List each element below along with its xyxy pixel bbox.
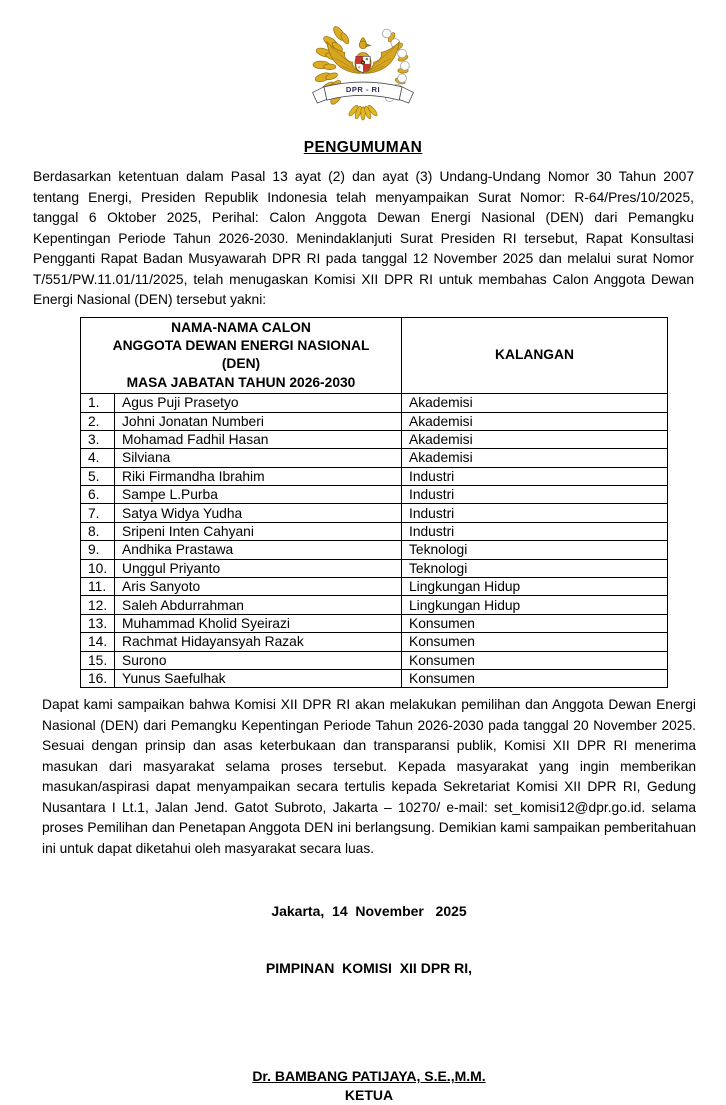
candidate-kalangan: Industri	[402, 522, 668, 540]
table-row	[81, 559, 668, 577]
candidate-kalangan: Konsumen	[402, 651, 668, 669]
candidate-name: Johni Jonatan Numberi	[115, 412, 402, 430]
pimpinan-line: PIMPINAN KOMISI XII DPR RI,	[265, 960, 473, 977]
table-row	[81, 412, 668, 430]
candidate-kalangan: Konsumen	[402, 633, 668, 651]
table-row	[81, 449, 668, 467]
row-number: 16.	[81, 669, 115, 687]
candidate-kalangan: Lingkungan Hidup	[402, 596, 668, 614]
signatory-name: Dr. BAMBANG PATIJAYA, S.E.,M.M.	[252, 1068, 486, 1085]
row-number: 10.	[81, 559, 115, 577]
table-row	[81, 651, 668, 669]
candidate-kalangan: Teknologi	[402, 559, 668, 577]
signature-block	[0, 1067, 726, 1105]
row-number: 3.	[81, 430, 115, 448]
row-number: 6.	[81, 486, 115, 504]
opening-paragraph: Berdasarkan ketentuan dalam Pasal 13 ayat (2) dan ayat (3) Undang-Undang Nomor 30 Tahun 2007 tentang Energi, Presiden Republik Indonesia telah menyampaikan Surat Nomor: R-64/Pres/10/2025, tanggal 6 Oktober 2025, Perihal: Calon Anggota Dewan Energi Nasional (DEN) dari Pemangku Kepentingan Periode Tahun 2026-2030. Menindaklanjuti Surat Presiden RI tersebut, Rapat Konsultasi Pengganti Rapat Badan Musyawarah DPR RI pada tanggal 12 November 2025 dan melalui surat Nomor T/551/PW.11.01/11/2025, telah menugaskan Komisi XII DPR RI untuk membahas Calon Anggota Dewan Energi Nasional (DEN) tersebut yakni:	[33, 169, 694, 307]
row-number: 1.	[81, 394, 115, 412]
col-header-names	[81, 317, 402, 394]
table-row	[81, 669, 668, 687]
candidate-name: Unggul Priyanto	[115, 559, 402, 577]
row-number: 4.	[81, 449, 115, 467]
row-number: 5.	[81, 467, 115, 485]
table-row	[81, 596, 668, 614]
candidate-name: Saleh Abdurrahman	[115, 596, 402, 614]
table-row	[81, 504, 668, 522]
row-number: 13.	[81, 614, 115, 632]
table-row	[81, 394, 668, 412]
candidate-name: Riki Firmandha Ibrahim	[115, 467, 402, 485]
candidate-kalangan: Industri	[402, 504, 668, 522]
header-line: NAMA-NAMA CALON	[171, 319, 311, 335]
place-date-line: Jakarta, 14 November 2025	[271, 903, 467, 920]
dpr-ri-emblem	[301, 23, 425, 122]
table-row	[81, 578, 668, 596]
candidate-kalangan: Akademisi	[402, 394, 668, 412]
header-line: ANGGOTA DEWAN ENERGI NASIONAL	[112, 337, 370, 353]
candidate-kalangan: Lingkungan Hidup	[402, 578, 668, 596]
row-number: 9.	[81, 541, 115, 559]
candidate-name: Mohamad Fadhil Hasan	[115, 430, 402, 448]
candidate-name: Rachmat Hidayansyah Razak	[115, 633, 402, 651]
table-row	[81, 467, 668, 485]
candidates-table-header	[81, 317, 668, 394]
candidate-name: Satya Widya Yudha	[115, 504, 402, 522]
table-row	[81, 430, 668, 448]
closing-paragraph: Dapat kami sampaikan bahwa Komisi XII DPR RI akan melakukan pemilihan dan Anggota Dewan Energi Nasional (DEN) dari Pemangku Kepentingan Periode Tahun 2026-2030 pada tanggal 20 November 2025. Sesuai dengan prinsip dan asas keterbukaan dan transparansi publik, Komisi XII DPR RI menerima masukan dari masyarakat selama proses tersebut. Kepada masyarakat yang ingin memberikan masukan/aspirasi dapat menyampaikan secara tertulis kepada Sekretariat Komisi XII DPR RI, Gedung Nusantara I Lt.1, Jalan Jend. Gatot Subroto, Jakarta – 10270/ e-mail: set_komisi12@dpr.go.id. selama proses Pemilihan dan Penetapan Anggota DEN ini berlangsung. Demikian kami sampaikan pemberitahuan ini untuk dapat diketahui oleh masyarakat secara luas.	[42, 697, 696, 856]
tail-fan	[347, 104, 378, 120]
letterhead	[0, 0, 726, 127]
header-line: MASA JABATAN TAHUN 2026-2030	[126, 374, 356, 390]
candidate-name: Yunus Saefulhak	[115, 669, 402, 687]
candidate-name: Sampe L.Purba	[115, 486, 402, 504]
candidate-name: Andhika Prastawa	[115, 541, 402, 559]
page-title: PENGUMUMAN	[303, 139, 423, 156]
table-row	[81, 522, 668, 540]
row-number: 12.	[81, 596, 115, 614]
candidate-kalangan: Akademisi	[402, 430, 668, 448]
row-number: 11.	[81, 578, 115, 596]
candidate-kalangan: Akademisi	[402, 412, 668, 430]
row-number: 7.	[81, 504, 115, 522]
candidate-kalangan: Akademisi	[402, 449, 668, 467]
candidates-table-body	[81, 394, 668, 688]
logo-banner-text: DPR - RI	[345, 85, 381, 95]
row-number: 8.	[81, 522, 115, 540]
candidate-name: Agus Puji Prasetyo	[115, 394, 402, 412]
row-number: 14.	[81, 633, 115, 651]
table-row	[81, 614, 668, 632]
candidate-name: Aris Sanyoto	[115, 578, 402, 596]
table-row	[81, 541, 668, 559]
candidate-kalangan: Konsumen	[402, 669, 668, 687]
signatory-role: KETUA	[344, 1087, 394, 1104]
candidate-name: Surono	[115, 651, 402, 669]
candidate-kalangan: Industri	[402, 486, 668, 504]
table-row	[81, 633, 668, 651]
candidates-table	[80, 317, 668, 689]
header-line: (DEN)	[221, 356, 261, 372]
candidate-name: Muhammad Kholid Syeirazi	[115, 614, 402, 632]
candidate-name: Silviana	[115, 449, 402, 467]
table-row	[81, 486, 668, 504]
row-number: 2.	[81, 412, 115, 430]
pancasila-shield-icon	[356, 56, 370, 72]
candidate-name: Sripeni Inten Cahyani	[115, 522, 402, 540]
candidate-kalangan: Industri	[402, 467, 668, 485]
closing-block	[0, 864, 726, 1016]
col-header-kalangan: KALANGAN	[402, 317, 668, 394]
candidate-kalangan: Konsumen	[402, 614, 668, 632]
row-number: 15.	[81, 651, 115, 669]
candidate-kalangan: Teknologi	[402, 541, 668, 559]
